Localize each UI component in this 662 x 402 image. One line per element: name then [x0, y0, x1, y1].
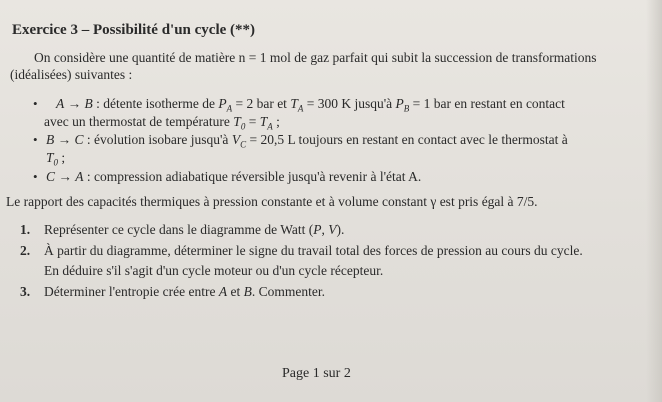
bullet-icon: •	[33, 96, 38, 111]
step-1-line-2: avec un thermostat de température $T_0 = T_A$ ;	[44, 114, 280, 132]
step-3-line-1: C → A : compression adiabatique réversible jusqu'à revenir à l'état A.	[46, 169, 422, 184]
page-number: Page 1 sur 2	[282, 366, 351, 381]
bullet-icon: •	[33, 132, 38, 147]
step-2-line-1: B → C : évolution isobare jusqu'à $V_C = 20,5$ L toujours en restant en contact avec le thermostat à	[46, 132, 568, 150]
gamma-statement: Le rapport des capacités thermiques à pression constante et à volume constant γ est pris égal à 7/5.	[6, 194, 538, 209]
question-3-text: Déterminer l'entropie crée entre A et B. Commenter.	[44, 284, 325, 299]
step-1-line-1: A → B : détente isotherme de $P_A = 2$ bar et $T_A = 300$ K jusqu'à $P_B = 1$ bar en restant en contact	[56, 96, 565, 114]
bullet-icon: •	[33, 169, 38, 184]
question-2-text-2: En déduire s'il s'agit d'un cycle moteur ou d'un cycle récepteur.	[44, 263, 384, 278]
step-2-line-2: $T_0$ ;	[46, 150, 66, 168]
question-2-number: 2.	[20, 243, 31, 258]
question-2-text: À partir du diagramme, déterminer le signe du travail total des forces de pression au cours du cycle.	[44, 243, 583, 258]
page-edge-shadow	[646, 0, 662, 402]
question-1-number: 1.	[20, 222, 31, 237]
exercise-title: Exercice 3 – Possibilité d'un cycle (**)	[12, 22, 256, 38]
intro-line-2: (idéalisées) suivantes :	[10, 67, 133, 82]
intro-line-1: On considère une quantité de matière n = 1 mol de gaz parfait qui subit la succession de transformations	[34, 50, 597, 65]
question-3-number: 3.	[20, 284, 31, 299]
question-1-text: Représenter ce cycle dans le diagramme de Watt (P, V).	[44, 222, 345, 237]
